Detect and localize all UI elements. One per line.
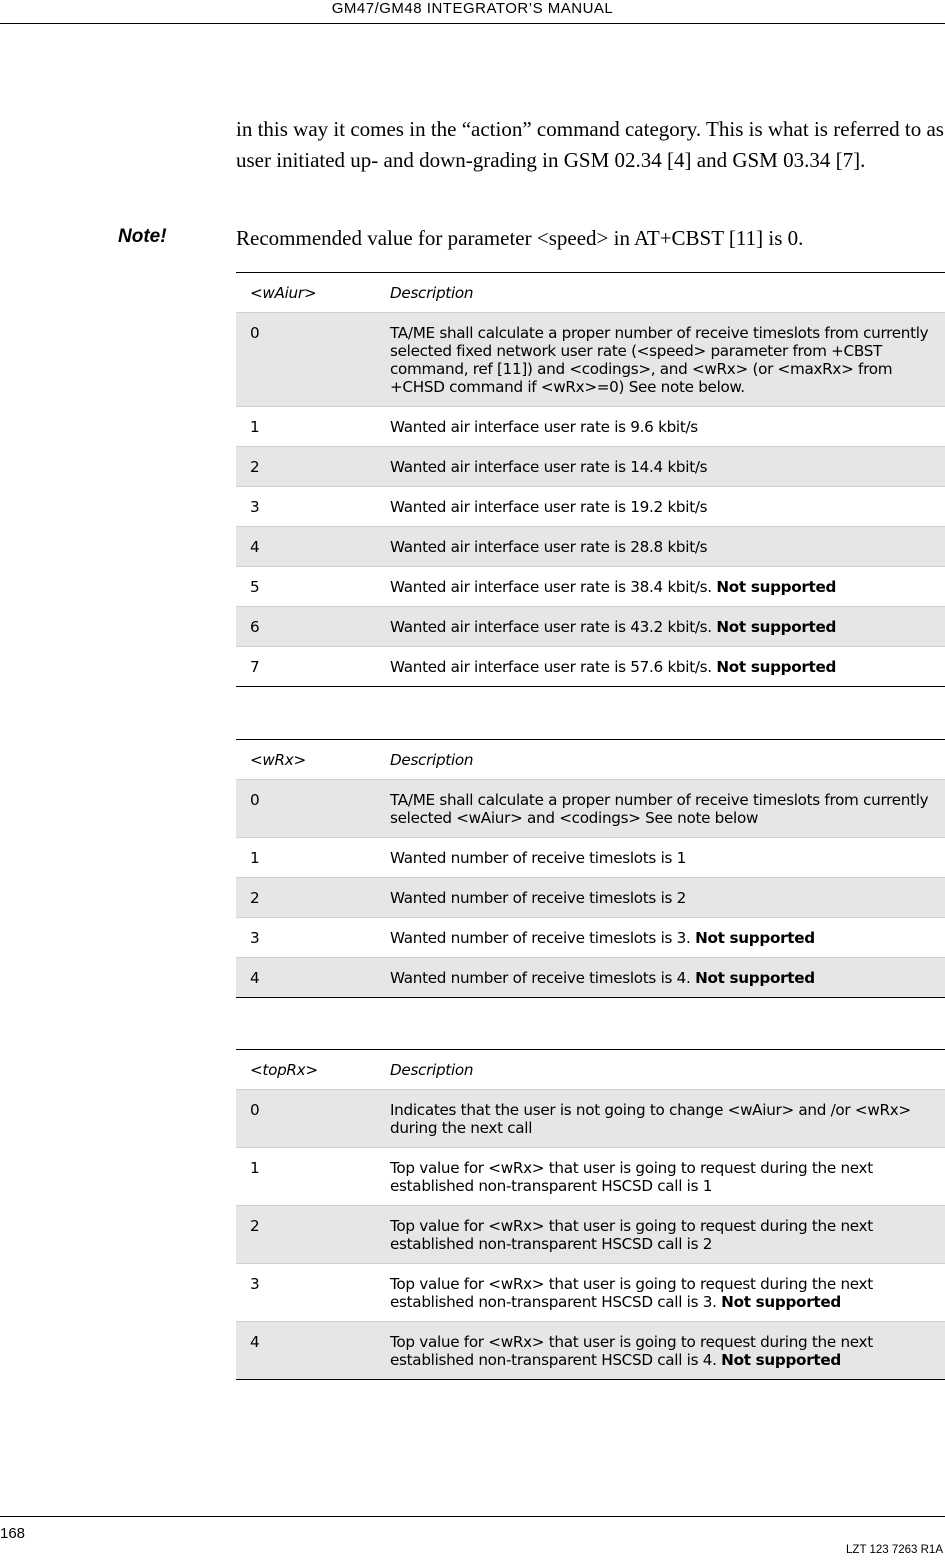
table-row — [236, 1147, 945, 1205]
param-value: 4 — [250, 538, 260, 556]
param-value: 7 — [250, 658, 260, 676]
param-description: Wanted air interface user rate is 14.4 kbit/s — [390, 458, 708, 476]
page-number: 168 — [0, 1525, 26, 1542]
table-row — [236, 877, 945, 917]
table-row — [236, 566, 945, 606]
description-header: Description — [390, 1061, 474, 1079]
param-description: Wanted air interface user rate is 28.8 kbit/s — [390, 538, 708, 556]
table-row — [236, 446, 945, 486]
description-header: Description — [390, 284, 474, 302]
param-value: 3 — [250, 1275, 260, 1293]
not-supported-note: Not supported — [716, 658, 837, 676]
note-label: Note! — [118, 226, 167, 247]
intro-paragraph: in this way it comes in the “action” command category. This is what is referred to as user initiated up- and down-grading in GSM 02.34 [4] and GSM 03.34 [7]. — [236, 117, 944, 172]
param-description: Wanted air interface user rate is 9.6 kbit/s — [390, 418, 698, 436]
param-value: 0 — [250, 324, 260, 342]
table-row — [236, 1321, 945, 1379]
param-header: <wRx> — [250, 751, 306, 769]
param-description: Top value for <wRx> that user is going to request during the next established non-transparent HSCSD call is 1 — [390, 1159, 873, 1195]
table-header-row — [236, 1050, 945, 1089]
table-row — [236, 779, 945, 837]
param-description: Wanted number of receive timeslots is 1 — [390, 849, 686, 867]
table-row — [236, 1263, 945, 1321]
not-supported-note: Not supported — [695, 969, 815, 987]
param-description: Top value for <wRx> that user is going to request during the next established non-transparent HSCSD call is 2 — [390, 1217, 873, 1253]
param-value: 0 — [250, 1101, 260, 1119]
table-header-row — [236, 273, 945, 312]
table-header-row — [236, 740, 945, 779]
param-value: 0 — [250, 791, 260, 809]
table-row — [236, 606, 945, 646]
param-description: TA/ME shall calculate a proper number of receive timeslots from currently selected fixed network user rate (<speed> parameter from +CBST command, ref [11]) and <codings>, and <wRx> (or <maxRx> from +CHSD command if <wRx>=0) See note below. — [390, 324, 929, 396]
param-value: 6 — [250, 618, 260, 636]
not-supported-note: Not supported — [716, 578, 837, 596]
param-value: 4 — [250, 969, 260, 987]
param-value: 2 — [250, 889, 260, 907]
param-value: 1 — [250, 418, 260, 436]
param-header: <topRx> — [250, 1061, 318, 1079]
not-supported-note: Not supported — [721, 1293, 841, 1311]
table-row — [236, 486, 945, 526]
param-description: Indicates that the user is not going to change <wAiur> and /or <wRx> during the next call — [390, 1101, 911, 1137]
wAiur-table — [236, 272, 945, 687]
running-header: GM47/GM48 INTEGRATOR’S MANUAL — [331, 0, 614, 17]
param-description: Wanted air interface user rate is 19.2 kbit/s — [390, 498, 708, 516]
table-row — [236, 406, 945, 446]
table-row — [236, 312, 945, 406]
param-description: Wanted air interface user rate is 43.2 kbit/s. Not supported — [390, 618, 837, 636]
param-value: 2 — [250, 458, 260, 476]
table-row — [236, 526, 945, 566]
param-value: 5 — [250, 578, 260, 596]
footer-rule — [0, 1516, 945, 1517]
param-description: TA/ME shall calculate a proper number of receive timeslots from currently selected <wAiur> and <codings> See note below — [390, 791, 929, 827]
document-id: LZT 123 7263 R1A — [846, 1544, 943, 1556]
table-row — [236, 837, 945, 877]
param-value: 2 — [250, 1217, 260, 1235]
param-description: Wanted air interface user rate is 38.4 kbit/s. Not supported — [390, 578, 837, 596]
param-description: Wanted number of receive timeslots is 3. Not supported — [390, 929, 815, 947]
param-value: 4 — [250, 1333, 260, 1351]
table-row — [236, 1089, 945, 1147]
param-value: 3 — [250, 929, 260, 947]
table-row — [236, 917, 945, 957]
param-header: <wAiur> — [250, 284, 317, 302]
description-header: Description — [390, 751, 474, 769]
param-value: 1 — [250, 1159, 260, 1177]
not-supported-note: Not supported — [716, 618, 837, 636]
not-supported-note: Not supported — [695, 929, 815, 947]
header-rule — [0, 23, 945, 24]
table-row — [236, 1205, 945, 1263]
param-description: Top value for <wRx> that user is going to request during the next established non-transparent HSCSD call is 3. Not supported — [390, 1275, 873, 1311]
param-description: Wanted number of receive timeslots is 2 — [390, 889, 686, 907]
not-supported-note: Not supported — [721, 1351, 841, 1369]
table-row — [236, 646, 945, 686]
param-description: Wanted number of receive timeslots is 4. Not supported — [390, 969, 815, 987]
table-row — [236, 957, 945, 997]
param-description: Wanted air interface user rate is 57.6 kbit/s. Not supported — [390, 658, 837, 676]
param-value: 1 — [250, 849, 260, 867]
wRx-table — [236, 739, 945, 998]
note-text: Recommended value for parameter <speed> in AT+CBST [11] is 0. — [236, 226, 804, 250]
topRx-table — [236, 1049, 945, 1380]
param-description: Top value for <wRx> that user is going to request during the next established non-transparent HSCSD call is 4. Not supported — [390, 1333, 873, 1369]
param-value: 3 — [250, 498, 260, 516]
